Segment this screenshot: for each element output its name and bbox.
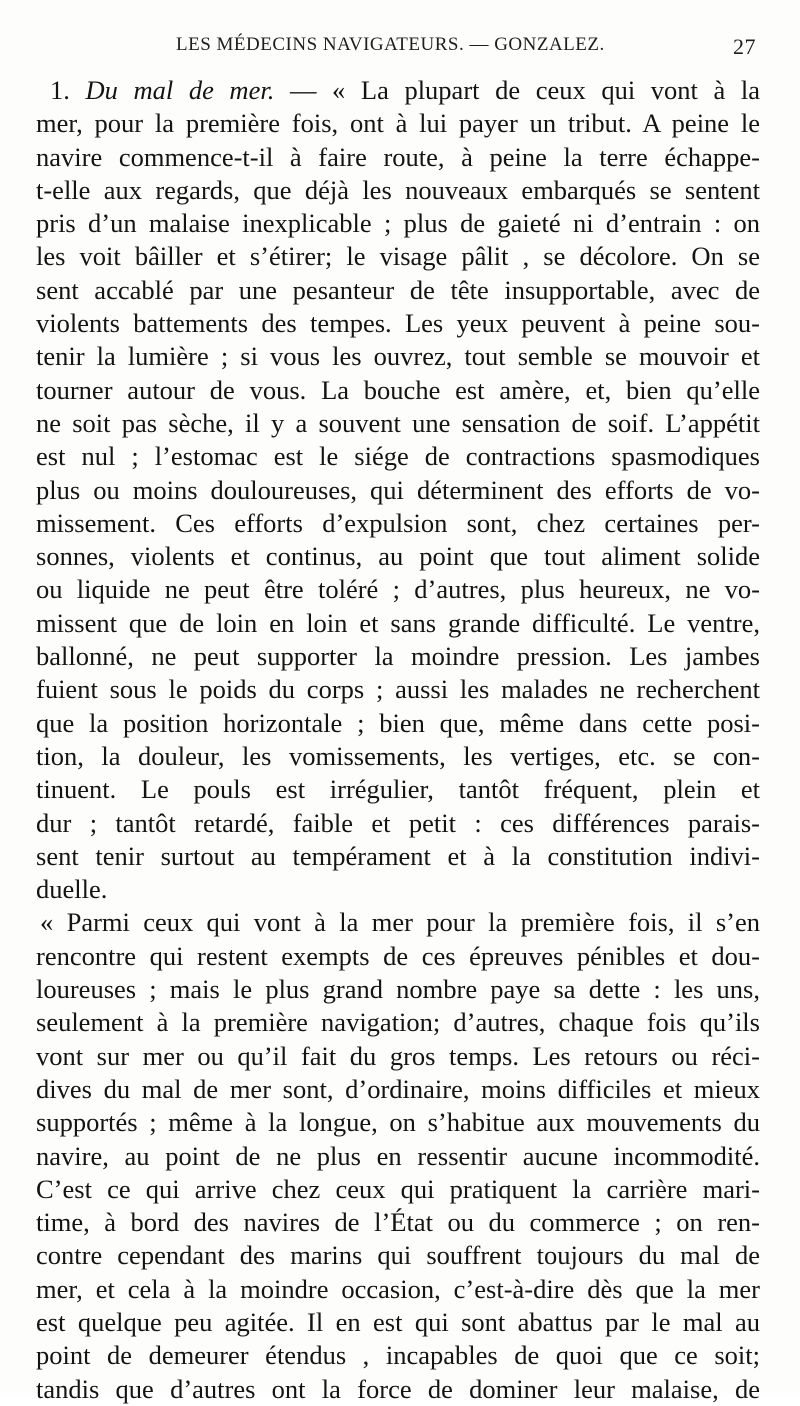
text-line: les voit bâiller et s’étirer; le visage pâlit , se décolore. On se (36, 241, 760, 272)
text-line: time, à bord des navires de l’État ou du commerce ; on ren- (36, 1207, 760, 1238)
text-line: mer, pour la première fois, ont à lui payer un tribut. A peine le (36, 108, 760, 139)
text-line: duelle. (36, 874, 108, 905)
running-head (36, 34, 756, 62)
text-line: sent tenir surtout au tempérament et à la constitution indivi- (36, 840, 760, 871)
text-line: navire, au point de ne plus en ressentir aucune incommodité. (36, 1140, 760, 1171)
text-line: tinuent. Le pouls est irrégulier, tantôt fréquent, plein et (36, 774, 760, 805)
body-text (36, 74, 760, 1406)
text-line: mer, et cela à la moindre occasion, c’est-à-dire dès que la mer (36, 1273, 760, 1304)
text-line: supportés ; même à la longue, on s’habitue aux mouvements du (36, 1107, 760, 1138)
text-line: missent que de loin en loin et sans grande difficulté. Le ventre, (36, 607, 760, 638)
text-line: point de demeurer étendus , incapables de quoi que ce soit; (36, 1340, 760, 1371)
text-line: navire commence-t-il à faire route, à peine la terre échappe- (36, 141, 760, 172)
text-line: violents battements des tempes. Les yeux peuvent à peine sou- (36, 308, 760, 339)
text-line: vont sur mer ou qu’il fait du gros temps. Les retours ou réci- (36, 1040, 760, 1071)
text-line: plus ou moins douloureuses, qui déterminent des efforts de vo- (36, 474, 760, 505)
running-title: LES MÉDECINS NAVIGATEURS. — GONZALEZ. (176, 34, 605, 55)
section-heading-line (36, 74, 760, 107)
text-line: t-elle aux regards, que déjà les nouveaux embarqués se sentent (36, 174, 760, 205)
text-line: fuient sous le poids du corps ; aussi les malades ne recherchent (36, 674, 760, 705)
text-line: dives du mal de mer sont, d’ordinaire, moins difficiles et mieux (36, 1073, 760, 1104)
text-line: tenir la lumière ; si vous les ouvrez, tout semble se mouvoir et (36, 341, 760, 372)
text-line: seulement à la première navigation; d’autres, chaque fois qu’ils (36, 1007, 760, 1038)
text-line: tandis que d’autres ont la force de dominer leur malaise, de (36, 1373, 760, 1404)
text-line: C’est ce qui arrive chez ceux qui pratiquent la carrière mari- (36, 1173, 760, 1204)
text-line: contre cependant des marins qui souffrent toujours du mal de (36, 1240, 760, 1271)
text-line: pris d’un malaise inexplicable ; plus de gaieté ni d’entrain : on (36, 208, 760, 239)
text-line: rencontre qui restent exempts de ces épreuves pénibles et dou- (36, 940, 760, 971)
text-line: « Parmi ceux qui vont à la mer pour la première fois, il s’en (40, 907, 760, 938)
text-line: est quelque peu agitée. Il en est qui sont abattus par le mal au (36, 1306, 760, 1337)
section-title-rest: — « La plupart de ceux qui vont à la (274, 75, 760, 105)
text-line: tion, la douleur, les vomissements, les vertiges, etc. se con- (36, 740, 760, 771)
section-title: Du mal de mer. (85, 75, 275, 105)
text-line: sent accablé par une pesanteur de tête insupportable, avec de (36, 274, 760, 305)
text-line: sonnes, violents et continus, au point que tout aliment solide (36, 541, 760, 572)
page-number: 27 (733, 34, 756, 59)
text-line: ou liquide ne peut être toléré ; d’autres, plus heureux, ne vo- (36, 574, 760, 605)
text-line: dur ; tantôt retardé, faible et petit : ces différences parais- (36, 807, 760, 838)
text-line: missement. Ces efforts d’expulsion sont, chez certaines per- (36, 507, 760, 538)
text-line: ballonné, ne peut supporter la moindre pression. Les jambes (36, 641, 760, 672)
section-number: 1. (50, 75, 70, 105)
text-line: tourner autour de vous. La bouche est amère, et, bien qu’elle (36, 374, 760, 405)
text-line: ne soit pas sèche, il y a souvent une sensation de soif. L’appétit (36, 407, 760, 438)
text-line: que la position horizontale ; bien que, même dans cette posi- (36, 707, 760, 738)
text-line: loureuses ; mais le plus grand nombre paye sa dette : les uns, (36, 974, 760, 1005)
text-line: est nul ; l’estomac est le siége de contractions spasmodiques (36, 441, 760, 472)
